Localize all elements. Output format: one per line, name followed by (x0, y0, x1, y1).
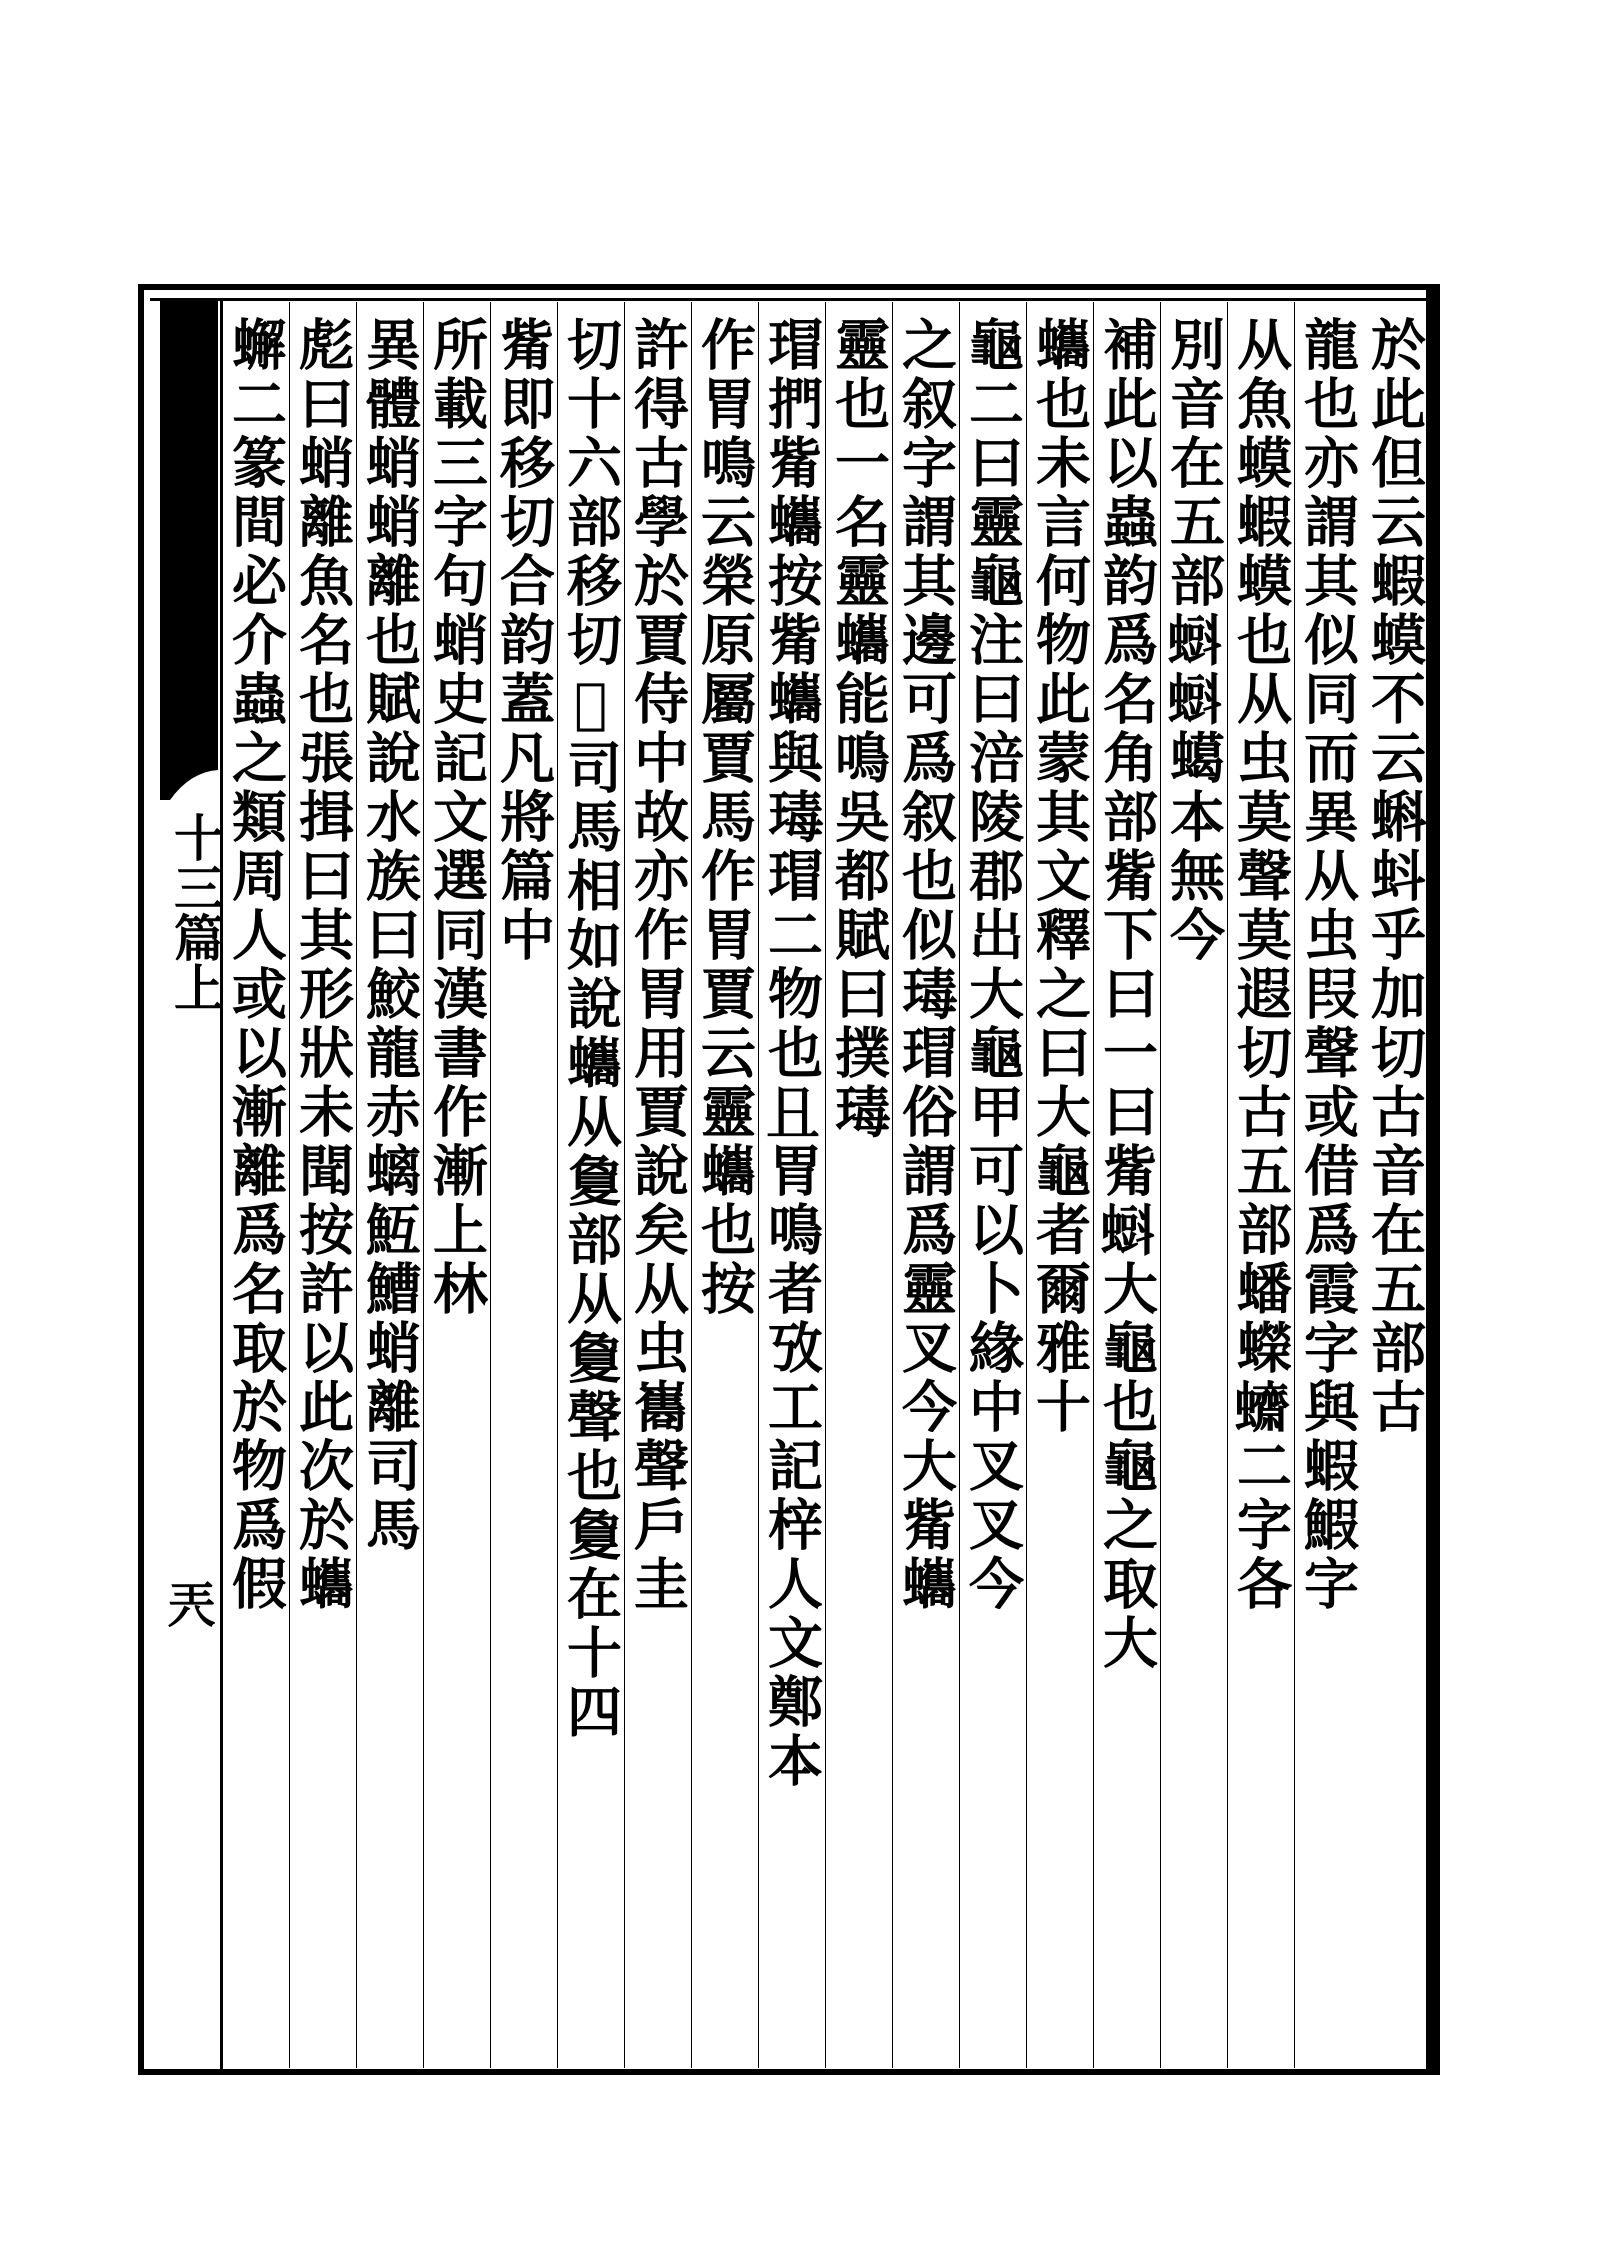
text-column: 異體蛸蛸離也賦說水族曰鮫龍赤螭魱鰽蛸離司馬 (356, 302, 423, 2068)
margin-black-bar (160, 300, 218, 720)
margin-title: 十三篇上 (166, 812, 225, 1012)
top-rule (150, 298, 1436, 301)
margin-page-number: 兲 (159, 1580, 215, 1628)
text-column: 靈也一名靈蠵能鳴吳都賦曰撲瑇 (825, 302, 892, 2068)
margin-fishtail-bar (160, 716, 218, 760)
text-column: 蠵也未言何物此蒙其文釋之曰大龜者爾雅十 (1026, 302, 1093, 2068)
text-column: 於此但云蝦蟆不云蝌蚪乎加切古音在五部古 (1362, 316, 1427, 1437)
fishtail-icon (160, 760, 218, 800)
text-column: 切十六部移切𩓗司馬相如說蠵从敻部从敻聲也敻在十四 (557, 302, 624, 2068)
text-column: 蠏二篆間必介蟲之類周人或以漸離爲名取於物爲假 (222, 302, 289, 2068)
text-column: 許得古學於賈侍中故亦作胃用賈說矣从虫巂聲戶圭 (624, 302, 691, 2068)
text-area (222, 302, 1428, 2068)
text-column: 所載三字句蛸史記文選同漢書作漸上林 (423, 302, 490, 2068)
text-column: 龜二曰靈龜注曰涪陵郡出大龜甲可以卜緣中叉叉今 (959, 302, 1026, 2068)
text-column: 瑁捫觜蠵按觜蠵與瑇瑁二物也𠀇胃鳴者攷工記梓人文鄭本 (758, 302, 825, 2068)
text-column: 觜即移切合韵蓋凡將篇中 (490, 302, 557, 2068)
text-column: 別音在五部𧐝𧐝䗶本無今 (1160, 302, 1227, 2068)
text-column: 補此以蟲韵爲名角部觜下曰一曰觜𧐝大龜也龜之取大 (1093, 302, 1160, 2068)
text-column: 从魚蟆蝦蟆也从虫莫聲莫遐切古五部蟠蠑𧕚二字各 (1227, 302, 1294, 2068)
text-column: 彪曰蛸離魚名也張揖曰其形狀未聞按許以此次於蠵 (289, 302, 356, 2068)
text-column: 之叙字謂其邊可爲叙也似瑇瑁俗謂爲靈叉今大觜蠵 (892, 302, 959, 2068)
text-column: 作胃鳴云榮原屬賈馬作胃賈云靈蠵也按 (691, 302, 758, 2068)
text-column: 龍也亦謂其似同而異从虫叚聲或借爲霞字與蝦鰕字 (1294, 302, 1361, 2068)
